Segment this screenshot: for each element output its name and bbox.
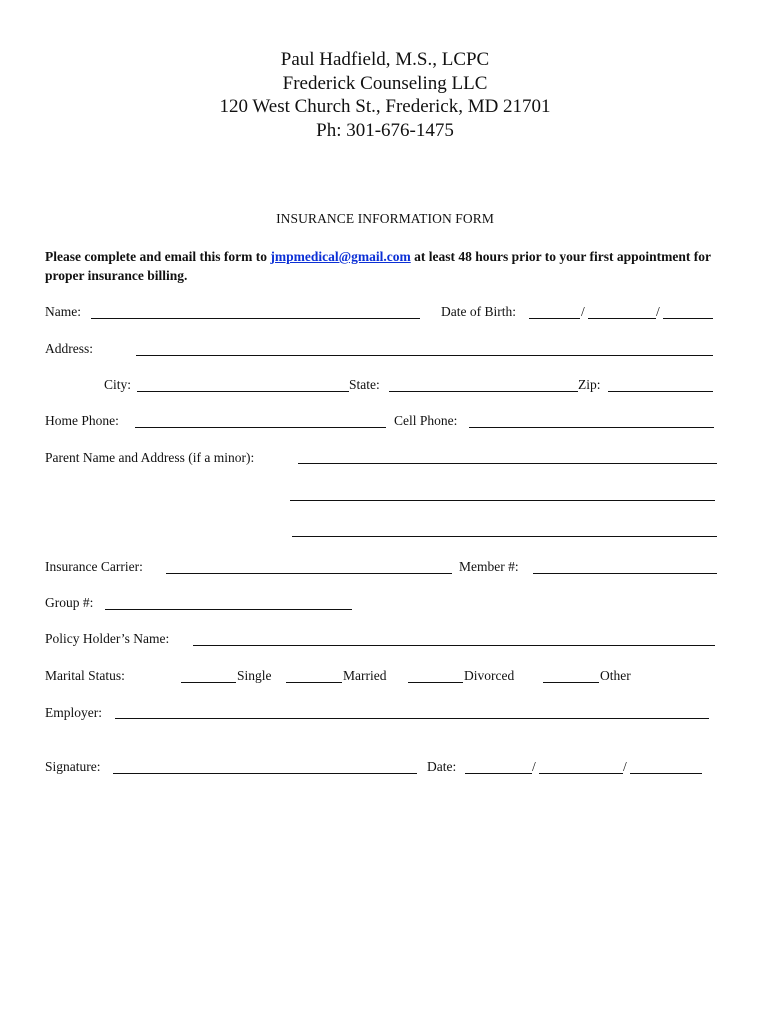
parent-field-line-2[interactable]: [290, 500, 715, 501]
form-instructions: [45, 248, 725, 285]
divorced-option: Divorced: [464, 668, 515, 683]
zip-label: Zip:: [578, 377, 601, 392]
cell-phone-field[interactable]: [469, 427, 714, 428]
address-label: Address:: [45, 341, 93, 356]
practice-address: 120 West Church St., Frederick, MD 21701: [219, 96, 551, 117]
signature-label: Signature:: [45, 759, 101, 774]
other-option: Other: [600, 668, 631, 683]
dob-label: Date of Birth:: [441, 304, 516, 319]
dob-slash-1: /: [581, 304, 585, 319]
practice-phone: Ph: 301-676-1475: [316, 119, 454, 141]
email-link[interactable]: jmpmedical@gmail.com: [270, 249, 411, 264]
practice-name: Frederick Counseling LLC: [282, 72, 488, 94]
signature-field[interactable]: [113, 773, 417, 774]
single-blank[interactable]: [181, 682, 236, 683]
carrier-label: Insurance Carrier:: [45, 559, 143, 574]
dob-month-field[interactable]: [529, 318, 580, 319]
name-label: Name:: [45, 304, 81, 319]
date-day-field[interactable]: [539, 773, 623, 774]
date-month-field[interactable]: [465, 773, 532, 774]
single-option: Single: [237, 668, 272, 683]
dob-year-field[interactable]: [663, 318, 713, 319]
group-field[interactable]: [105, 609, 352, 610]
home-phone-label: Home Phone:: [45, 413, 119, 428]
policy-holder-field[interactable]: [193, 645, 715, 646]
dob-slash-2: /: [656, 304, 660, 319]
member-label: Member #:: [459, 559, 519, 574]
divorced-blank[interactable]: [408, 682, 463, 683]
date-slash-1: /: [532, 759, 536, 774]
marital-status-label: Marital Status:: [45, 668, 125, 683]
provider-name: Paul Hadfield, M.S., LCPC: [280, 49, 490, 70]
married-option: Married: [343, 668, 387, 683]
form-title: INSURANCE INFORMATION FORM: [276, 211, 494, 226]
parent-field-line-3[interactable]: [292, 536, 717, 537]
address-field[interactable]: [136, 355, 713, 356]
policy-holder-label: Policy Holder’s Name:: [45, 631, 170, 646]
carrier-field[interactable]: [166, 573, 452, 574]
dob-day-field[interactable]: [588, 318, 656, 319]
parent-label: Parent Name and Address (if a minor):: [45, 450, 255, 465]
city-label: City:: [104, 377, 132, 392]
state-field[interactable]: [389, 391, 578, 392]
state-label: State:: [349, 377, 380, 392]
cell-phone-label: Cell Phone:: [394, 413, 458, 428]
date-label: Date:: [427, 759, 457, 774]
date-year-field[interactable]: [630, 773, 702, 774]
name-field[interactable]: [91, 318, 420, 319]
group-label: Group #:: [45, 595, 94, 610]
date-slash-2: /: [623, 759, 627, 774]
other-blank[interactable]: [543, 682, 599, 683]
home-phone-field[interactable]: [135, 427, 386, 428]
member-field[interactable]: [533, 573, 717, 574]
married-blank[interactable]: [286, 682, 342, 683]
parent-field-line-1[interactable]: [298, 463, 717, 464]
employer-field[interactable]: [115, 718, 709, 719]
instructions-text-start: Please complete and email this form to: [45, 249, 271, 264]
letterhead: [0, 48, 770, 142]
city-field[interactable]: [137, 391, 349, 392]
instructions-text-end: at least 48 hours prior to your first appointment for proper insurance billing.: [45, 249, 711, 283]
employer-label: Employer:: [45, 705, 102, 720]
zip-field[interactable]: [608, 391, 713, 392]
